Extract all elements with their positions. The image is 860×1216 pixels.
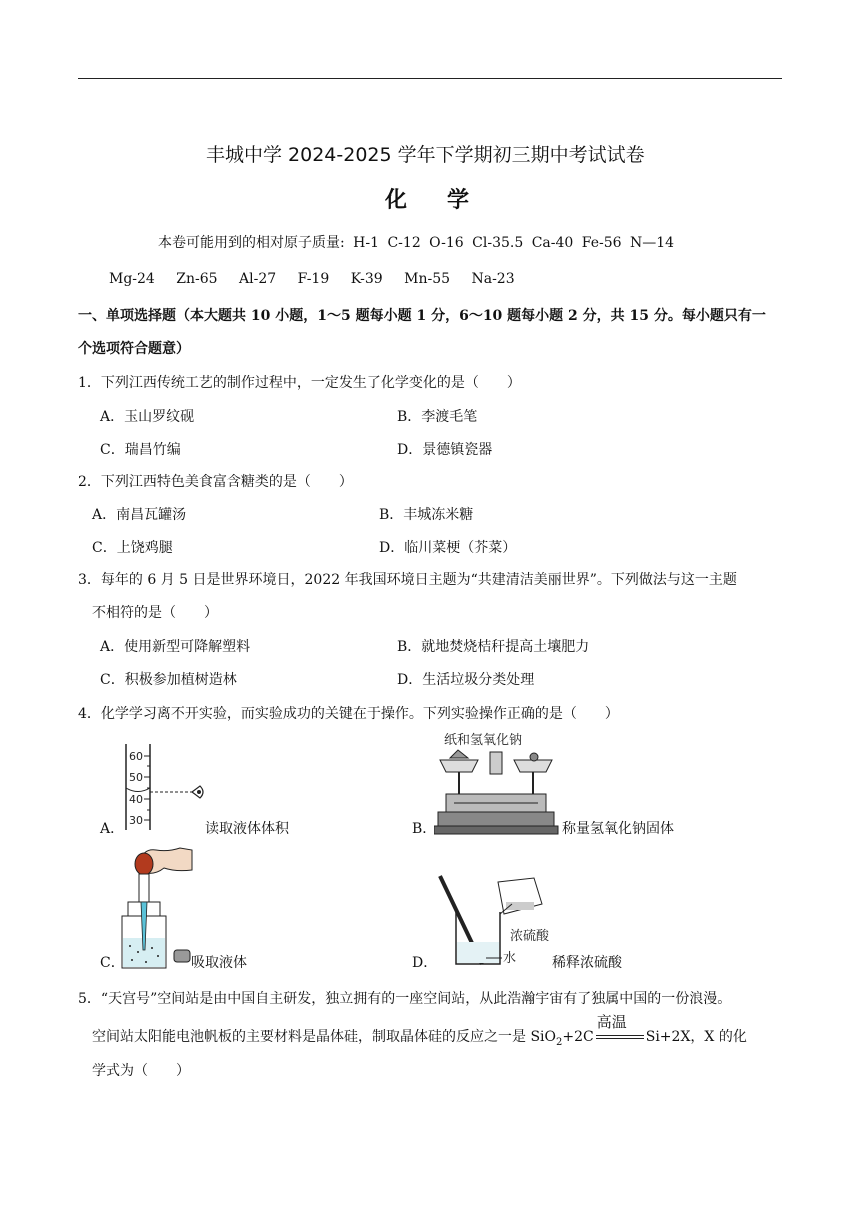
q5-reactant: +2C [562,1029,594,1045]
q4-option-a-letter: A． [100,821,125,837]
q3-option-a: A．使用新型可降解塑料 [100,639,251,655]
q5-text-before-formula: 空间站太阳能电池帆板的主要材料是晶体硅，制取晶体硅的反应之一是 SiO [92,1029,556,1045]
balance-label: 纸和氢氧化钠 [444,733,523,748]
figure-graduated-cylinder [120,742,210,834]
q4-option-b-letter: B． [412,821,437,837]
cylinder-tick-50: 50 [129,771,143,784]
q3-option-c: C．积极参加植树造林 [100,672,237,688]
exam-title: 丰城中学 2024-2025 学年下学期初三期中考试试卷 [206,144,645,166]
q1-option-a: A．玉山罗纹砚 [100,409,195,425]
question-5-stem-line-3: 学式为（ ） [92,1063,190,1079]
q1-option-b: B．李渡毛笔 [397,409,478,425]
q5-condition: 高温 [596,1013,627,1031]
atomic-masses-line-1: 本卷可能用到的相对原子质量: H-1 C-12 O-16 Cl-35.5 Ca-40 Fe-56 N—14 [158,235,675,251]
question-5-stem-line-2 [92,1013,747,1048]
subject-char-1: 化 [385,188,410,213]
figure-dilute-acid [434,874,554,970]
cylinder-tick-40: 40 [129,793,143,806]
q3-option-b: B．就地焚烧桔秆提高土壤肥力 [397,639,590,655]
q4-option-c-letter: C． [100,955,125,971]
q2-option-a: A．南昌瓦罐汤 [92,507,187,523]
q1-option-c: C．瑞昌竹编 [100,442,181,458]
question-4-stem: 4．化学学习离不开实验，而实验成功的关键在于操作。下列实验操作正确的是（ ） [78,706,619,722]
question-1-stem: 1．下列江西传统工艺的制作过程中，一定发生了化学变化的是（ ） [78,375,521,391]
section-heading-line-2: 个选项符合题意） [78,341,190,357]
q1-option-d: D．景德镇瓷器 [397,442,493,458]
question-3-stem-line-2: 不相符的是（ ） [92,605,218,621]
header-rule [78,78,782,79]
q4-caption-a: 读取液体体积 [205,821,289,837]
q2-option-b: B．丰城冻米糖 [379,507,474,523]
q4-option-d-letter: D． [412,955,438,971]
q5-text-after-formula: Si+2X，X 的化 [645,1029,747,1045]
q5-subscript: 2 [556,1036,563,1048]
figure-dropper-bottle [120,846,200,970]
q4-caption-b: 称量氢氧化钠固体 [562,821,674,837]
q2-option-d: D．临川菜梗（芥菜） [379,540,517,556]
question-5-stem-line-1: 5．“天宫号”空间站是由中国自主研发，独立拥有的一座空间站，从此浩瀚宇宙有了独属中国的一份浪漫。 [78,991,732,1007]
q2-option-c: C．上饶鸡腿 [92,540,173,556]
section-heading-line-1: 一、单项选择题（本大题共 10 小题，1～5 题每小题 1 分，6～10 题每小题 2 分，共 15 分。每小题只有一 [78,308,766,324]
cylinder-tick-30: 30 [129,814,143,827]
acid-label: 浓硫酸 [510,929,550,944]
q3-option-d: D．生活垃圾分类处理 [397,672,535,688]
cylinder-tick-60: 60 [129,750,143,763]
question-2-stem: 2．下列江西特色美食富含糖类的是（ ） [78,474,353,490]
atomic-masses-line-2: Mg-24 Zn-65 Al-27 F-19 K-39 Mn-55 Na-23 [109,271,515,287]
subject-char-2: 学 [447,188,472,213]
figure-balance [434,730,559,838]
water-label: 水 [503,951,517,966]
q5-reaction-arrow [594,1013,646,1045]
q4-caption-c: 吸取液体 [191,955,247,971]
q4-caption-d: 稀释浓硫酸 [552,955,622,971]
question-3-stem-line-1: 3．每年的 6 月 5 日是世界环境日，2022 年我国环境日主题为“共建清洁美丽世界”。下列做法与这一主题 [78,572,737,588]
